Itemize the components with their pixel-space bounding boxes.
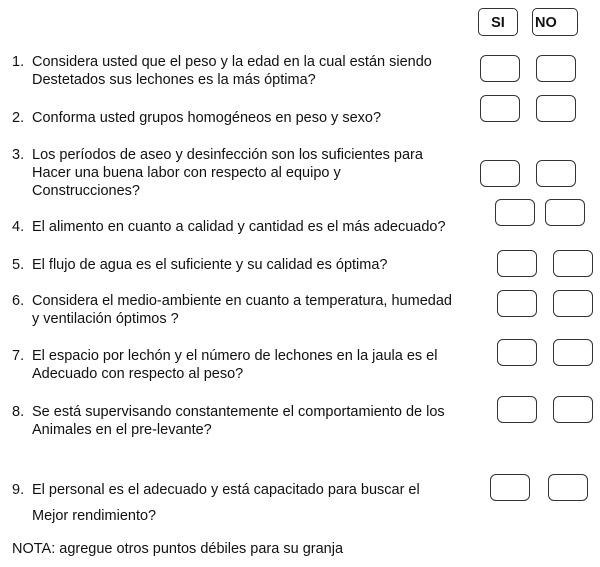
question-text-cont: Adecuado con respecto al peso? [32,366,244,382]
question-number: 9. [12,482,25,498]
question-text-cont: Mejor rendimiento? [32,508,157,524]
q2-no-checkbox[interactable] [536,95,576,122]
question-number: 2. [12,110,25,126]
question-number: 7. [12,348,25,364]
question-1 [12,53,432,89]
question-6 [12,292,452,328]
question-8 [12,403,445,439]
question-text-cont: y ventilación óptimos ? [32,311,179,327]
header-si: SI [478,8,518,36]
q9-no-checkbox[interactable] [548,474,588,501]
question-text: El espacio por lechón y el número de lechones en la jaula es el [32,348,438,364]
question-number: 8. [12,404,25,420]
q4-si-checkbox[interactable] [495,199,535,226]
question-9 [12,477,420,529]
q9-si-checkbox[interactable] [490,474,530,501]
q5-si-checkbox[interactable] [497,250,537,277]
question-5 [12,256,387,274]
question-text: El personal es el adecuado y está capacitado para buscar el [32,482,420,498]
q3-no-checkbox[interactable] [536,160,576,187]
question-text: Conforma usted grupos homogéneos en peso y sexo? [32,110,382,126]
q3-si-checkbox[interactable] [480,160,520,187]
question-7 [12,347,437,383]
q6-si-checkbox[interactable] [497,290,537,317]
question-text: Considera el medio-ambiente en cuanto a temperatura, humedad [32,293,452,309]
question-text-cont: Destetados sus lechones es la más óptima? [32,72,316,88]
q8-no-checkbox[interactable] [553,396,593,423]
q1-si-checkbox[interactable] [480,55,520,82]
q8-si-checkbox[interactable] [497,396,537,423]
question-number: 4. [12,219,25,235]
header-no: NO [532,8,578,36]
question-text-cont: Hacer una buena labor con respecto al equipo y [32,165,341,181]
q5-no-checkbox[interactable] [553,250,593,277]
question-text: El flujo de agua es el suficiente y su calidad es óptima? [32,257,388,273]
q1-no-checkbox[interactable] [536,55,576,82]
question-number: 3. [12,147,25,163]
question-text: Se está supervisando constantemente el comportamiento de los [32,404,445,420]
question-text: Considera usted que el peso y la edad en la cual están siendo [32,54,432,70]
q2-si-checkbox[interactable] [480,95,520,122]
q4-no-checkbox[interactable] [545,199,585,226]
question-text-cont: Animales en el pre-levante? [32,422,212,438]
question-2 [12,109,381,127]
footer-note: NOTA: agregue otros puntos débiles para su granja [12,541,344,557]
q7-si-checkbox[interactable] [497,339,537,366]
question-text: El alimento en cuanto a calidad y cantidad es el más adecuado? [32,219,446,235]
q7-no-checkbox[interactable] [553,339,593,366]
question-text-cont: Construcciones? [32,183,140,199]
question-3 [12,146,423,200]
question-text: Los períodos de aseo y desinfección son los suficientes para [32,147,423,163]
question-number: 6. [12,293,25,309]
question-number: 5. [12,257,25,273]
q6-no-checkbox[interactable] [553,290,593,317]
question-4 [12,218,446,236]
question-number: 1. [12,54,25,70]
